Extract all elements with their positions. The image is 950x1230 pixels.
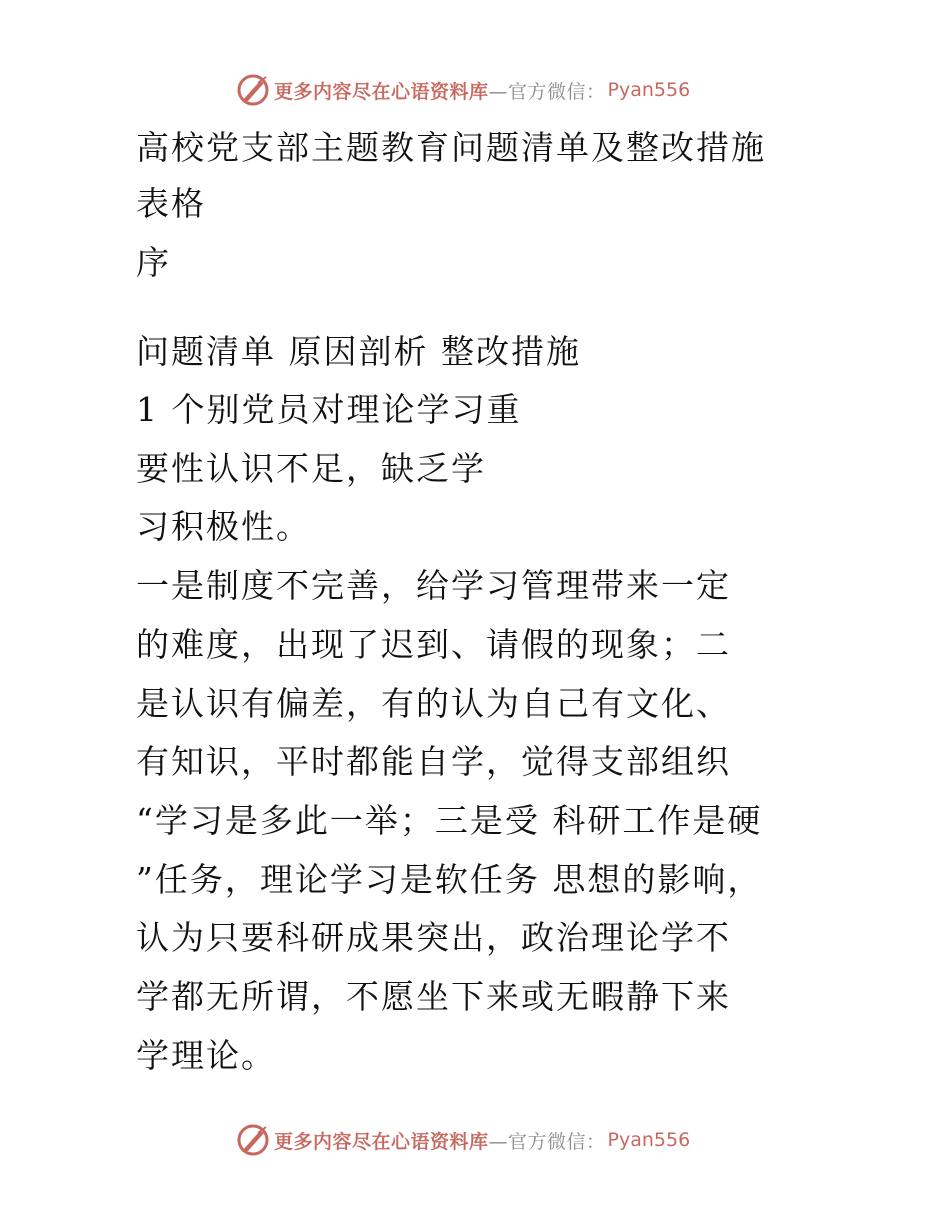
brand-text: 更多内容尽在心语资料库 <box>274 1130 489 1153</box>
wechat-id: Pyan556 <box>607 79 691 101</box>
doc-line: 是认识有偏差，有的认为自己有文化、 <box>136 684 731 723</box>
doc-line-seq: 序 <box>136 243 171 282</box>
doc-line: ”任务，理论学习是软任务 思想的影响， <box>136 860 763 899</box>
header-banner <box>236 72 690 108</box>
separator-text: —官方微信： <box>488 80 606 103</box>
doc-title-line-1: 高校党支部主题教育问题清单及整改措施 <box>136 128 766 167</box>
doc-line: 的难度，出现了迟到、请假的现象；二 <box>136 625 731 664</box>
doc-line: 1 个别党员对理论学习重 <box>136 390 522 429</box>
wechat-id: Pyan556 <box>607 1129 691 1151</box>
separator-text: —官方微信： <box>488 1130 606 1153</box>
doc-line: 要性认识不足，缺乏学 <box>136 449 486 488</box>
brand-text: 更多内容尽在心语资料库 <box>274 80 489 103</box>
table-header-line: 问题清单 原因剖析 整改措施 <box>136 332 581 371</box>
doc-line: 学理论。 <box>136 1036 276 1075</box>
doc-line: 认为只要科研成果突出，政治理论学不 <box>136 918 731 957</box>
doc-line: “学习是多此一举；三是受 科研工作是硬 <box>136 801 763 840</box>
doc-line: 有知识，平时都能自学，觉得支部组织 <box>136 742 731 781</box>
quill-logo-icon <box>236 1123 270 1157</box>
footer-banner <box>236 1122 690 1158</box>
doc-line: 一是制度不完善，给学习管理带来一定 <box>136 566 731 605</box>
doc-line: 习积极性。 <box>136 507 311 546</box>
quill-logo-icon <box>236 73 270 107</box>
doc-line: 学都无所谓，不愿坐下来或无暇静下来 <box>136 977 731 1016</box>
doc-title-line-2: 表格 <box>136 184 206 223</box>
